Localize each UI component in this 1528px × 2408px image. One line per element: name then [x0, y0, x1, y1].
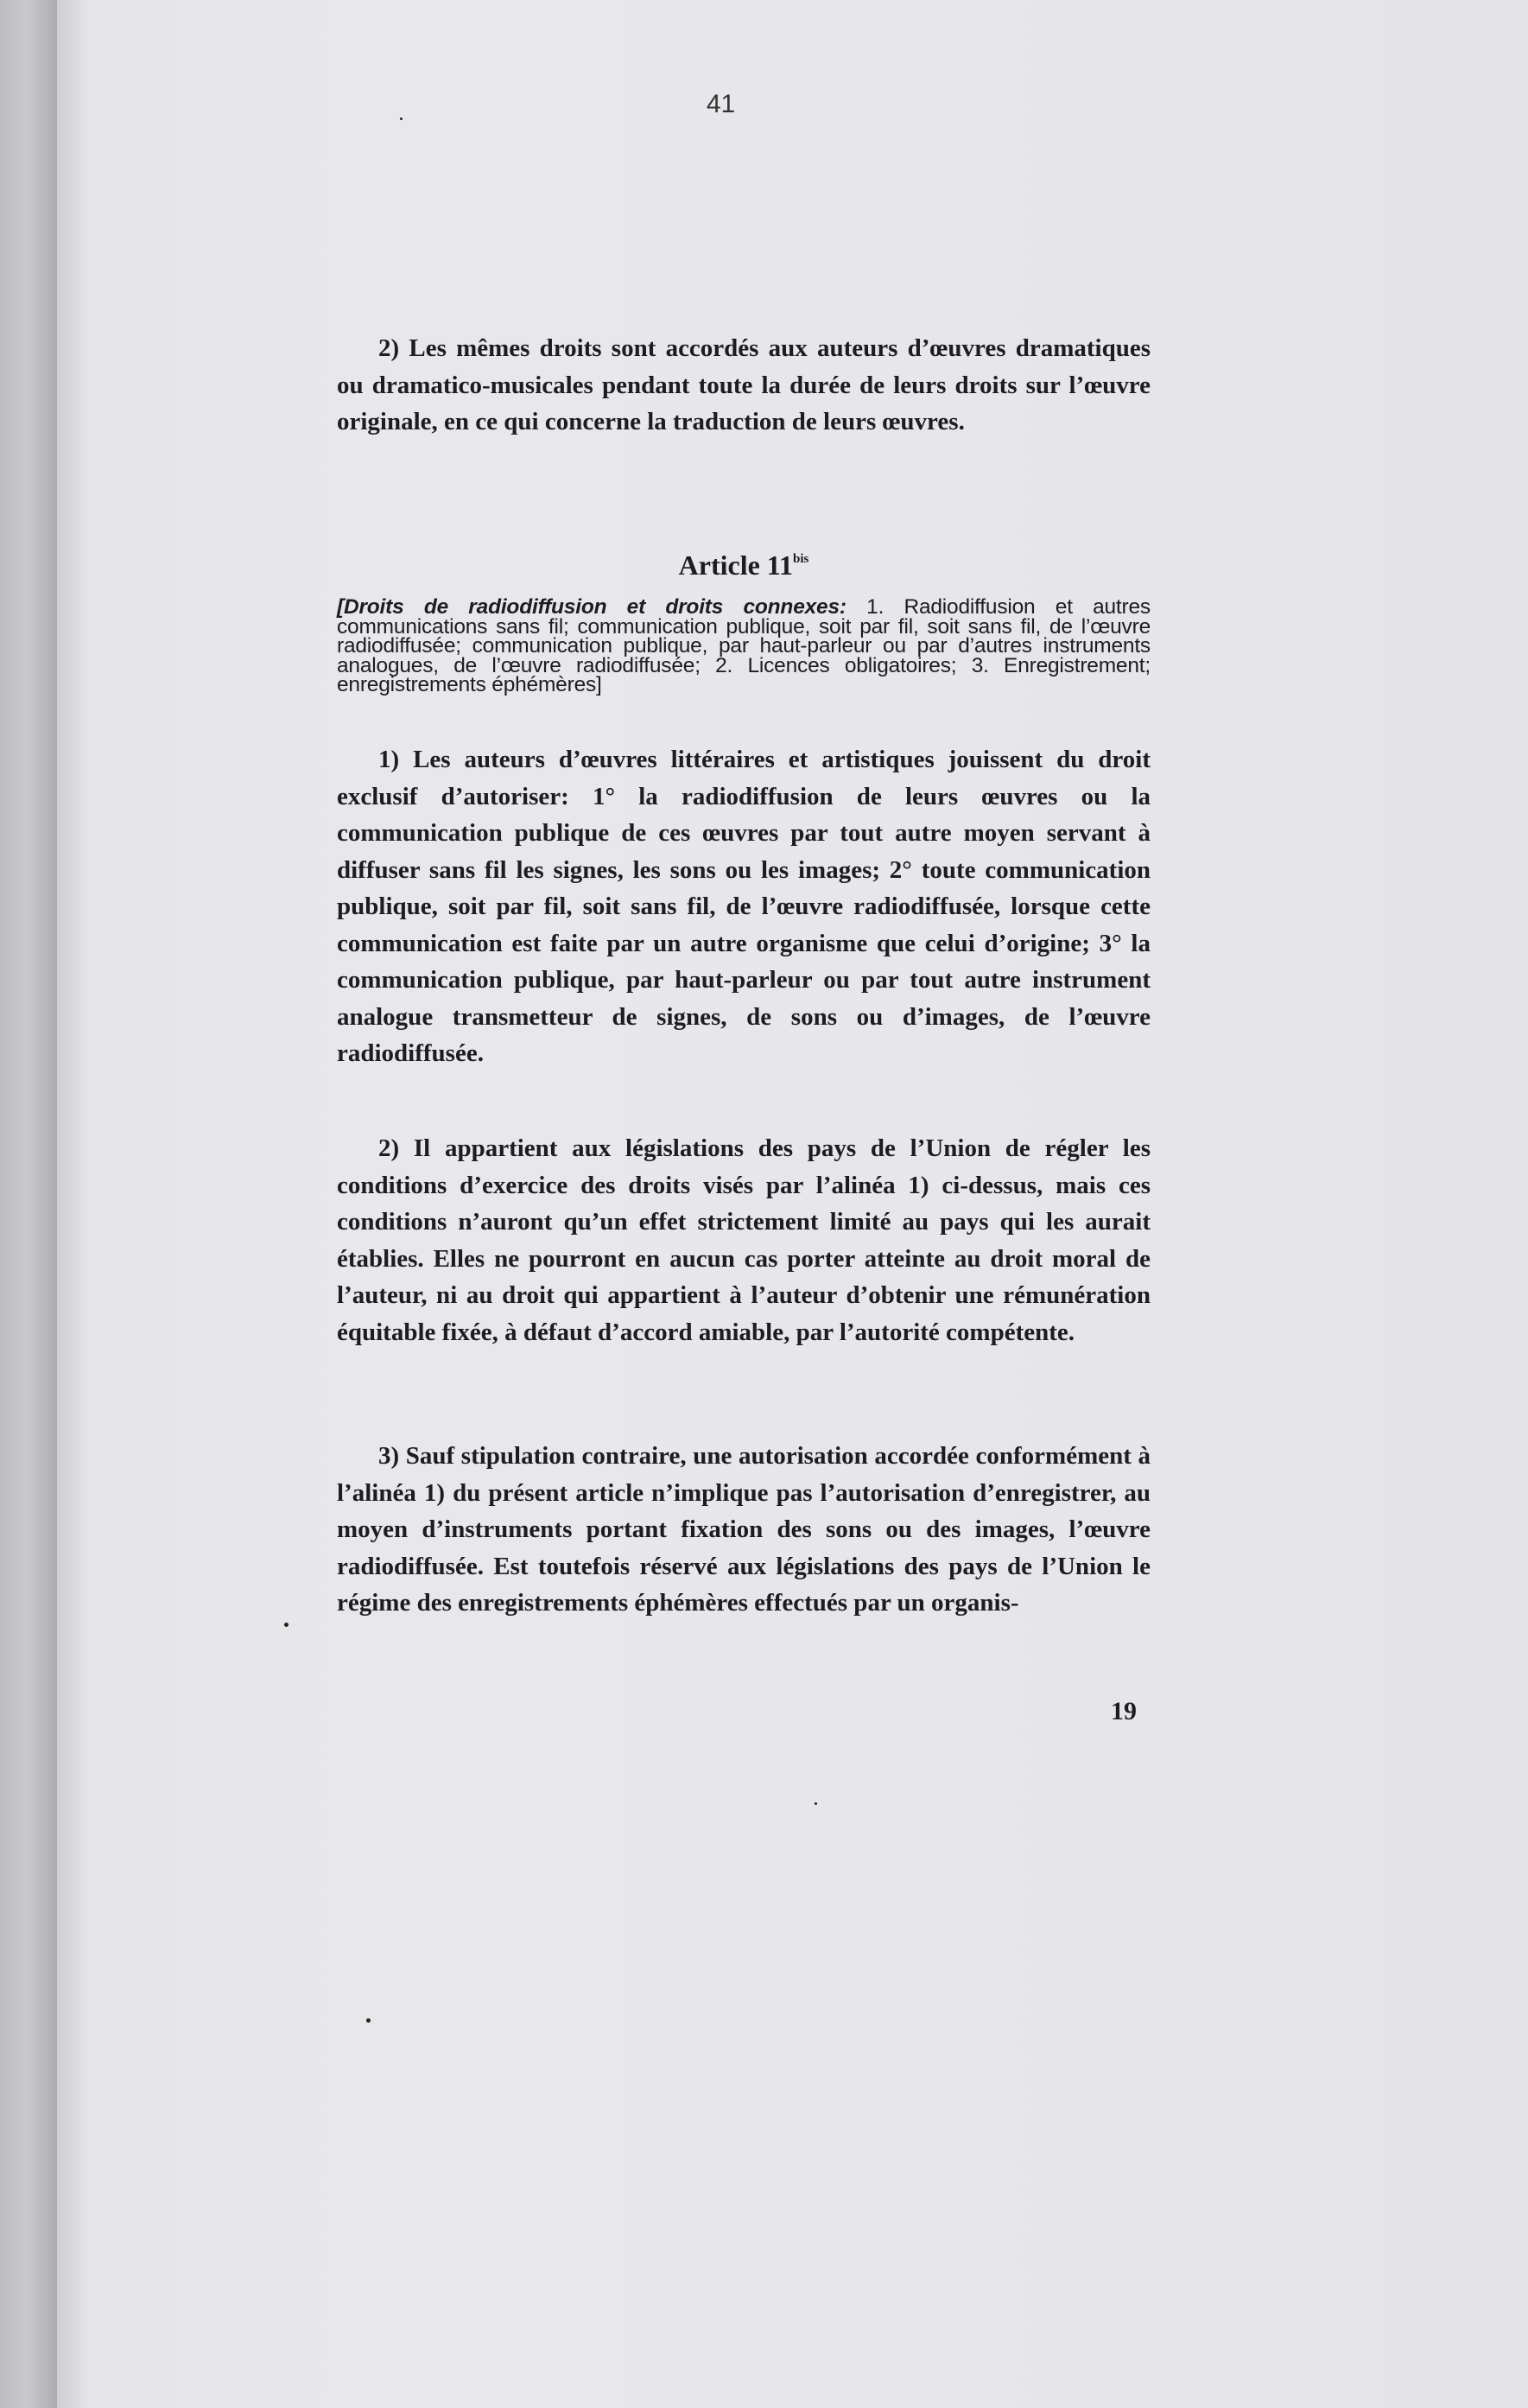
article-title: [337, 550, 1151, 581]
article-paragraph-2: 2) Il appartient aux législations des pays de l’Union de régler les conditions d’exercice des droits visés par l’alinéa 1) ci-dessus, mais ces conditions n’auront qu’un effet strictement limité au pays qui les aurait établies. Elles ne pourront en aucun cas porter atteinte au droit moral de l’auteur, ni au droit qui appartient à l’auteur d’obtenir une rémunération équitable fixée, à défaut d’accord amiable, par l’autorité compétente.: [337, 1134, 1151, 1346]
article-paragraph-1: 1) Les auteurs d’œuvres littéraires et artistiques jouissent du droit exclusif d’autoriser: 1° la radiodiffusion de leurs œuvres ou la communication publique de ces œuvres par tout autre moyen servant à diffuser sans fil les signes, les sons ou les images; 2° toute communication publique, soit par fil, soit sans fil, de l’œuvre radiodiffusée, lorsque cette communication est faite par un autre organisme que celui d’origine; 3° la communication publique, par haut-parleur ou par tout autre instrument analogue transmetteur de signes, de sons ou d’images, de l’œuvre radiodiffusée.: [337, 746, 1151, 1067]
intro-paragraph-block: [337, 330, 1151, 441]
dust-speck: [400, 118, 403, 120]
page-number-bottom: 19: [1111, 1697, 1137, 1725]
intro-paragraph: 2) Les mêmes droits sont accordés aux auteurs d’œuvres dramatiques ou dramatico-musicales pendant toute la durée de leurs droits sur l’œuvre originale, en ce qui concerne la traduction de leurs œuvres.: [337, 334, 1151, 435]
article-title-superscript: bis: [793, 552, 809, 566]
dust-speck: [815, 1802, 817, 1805]
article-summary-lead: [Droits de radiodiffusion et droits connexes:: [337, 595, 846, 619]
book-spine-shadow: [0, 0, 57, 2408]
article-summary: [337, 595, 1151, 696]
article-summary-body: 1. Radiodiffusion et autres communications sans fil; communication publique, soit par fil, soit sans fil, de l’œuvre radiodiffusée; communication publique, par haut-parleur ou par d’autres instruments analogues, de l’œuvre radiodiffusée; 2. Licences obligatoires; 3. Enregistrement; enregistrements éphémères]: [337, 595, 1151, 696]
dust-speck: [284, 1623, 288, 1627]
article-paragraph-block-3: [337, 1438, 1151, 1622]
article-title-text: Article 11: [678, 550, 794, 581]
page-number-top: 41: [706, 90, 736, 118]
dust-speck: [366, 2018, 371, 2023]
article-paragraph-block-2: [337, 1130, 1151, 1350]
article-paragraph-3: 3) Sauf stipulation contraire, une autorisation accordée conformément à l’alinéa 1) du présent article n’implique pas l’autorisation d’enregistrer, au moyen d’instruments portant fixation des sons ou des images, l’œuvre radiodiffusée. Est toutefois réservé aux législations des pays de l’Union le régime des enregistrements éphémères effectués par un organis-: [337, 1442, 1151, 1617]
article-paragraph-block-1: [337, 741, 1151, 1072]
